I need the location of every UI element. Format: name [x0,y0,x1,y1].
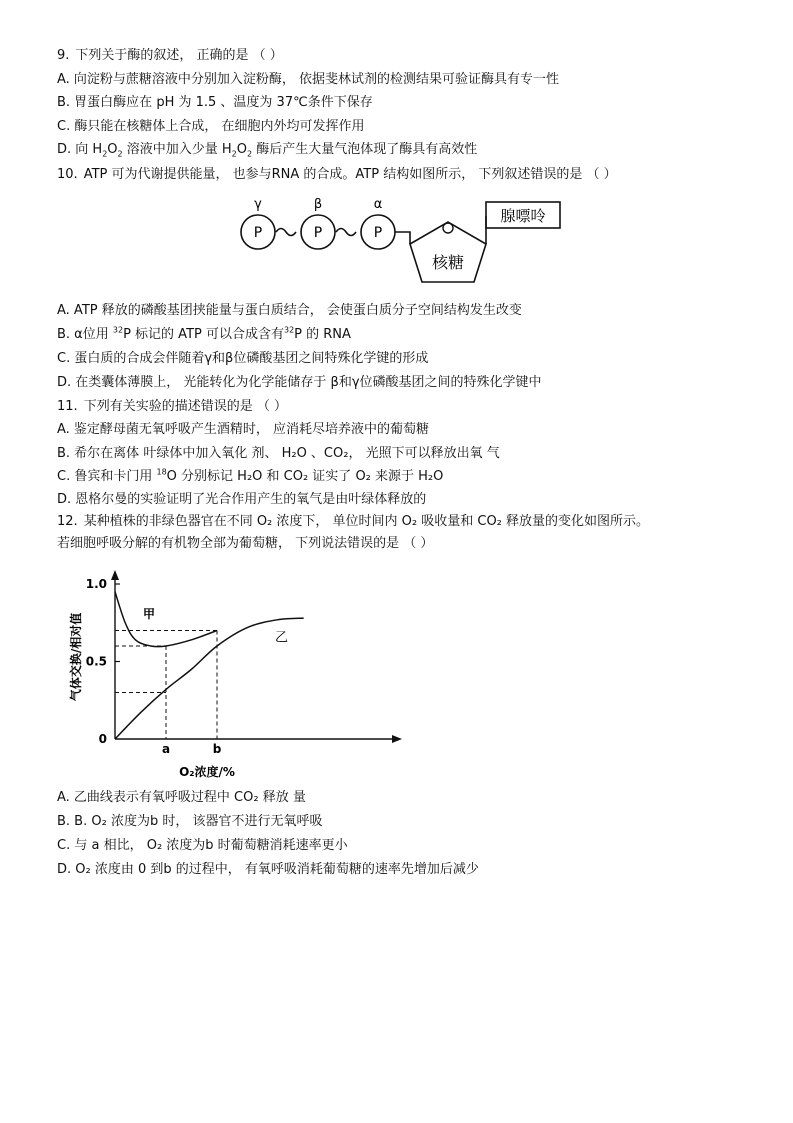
text: C. 鲁宾和卡门用 [57,469,157,484]
q9-option-b[interactable]: B. 胃蛋白酶应在 pH 为 1.5 、温度为 37℃条件下保存 [57,95,373,110]
x-tick-label-a: a [161,742,171,756]
ring-oxygen [443,223,453,233]
q12-stem-line1 [57,513,649,531]
text: D. 向 H [57,142,103,157]
atp-structure-diagram [230,192,570,296]
series-line-jia [115,592,217,647]
q11-number: 11. [57,399,78,414]
q11-option-c[interactable] [57,468,443,486]
q12-option-d[interactable]: D. O₂ 浓度由 0 到b 的过程中， 有氧呼吸消耗葡萄糖的速率先增加后减少 [57,862,479,877]
high-energy-bond-1 [276,229,296,236]
text: 溶液中加入少量 H [122,142,232,157]
sub: 2 [102,149,108,159]
gamma-label: γ [254,197,262,212]
chart-axes [111,570,402,743]
q9-stem-text: 下列关于酶的叙述， 正确的是 （ ） [75,48,283,63]
q10-option-a[interactable]: A. ATP 释放的磷酸基团挟能量与蛋白质结合， 会使蛋白质分子空间结构发生改变 [57,303,522,318]
y-tick-label: 1.0 [85,577,107,591]
text: P 的 RNA [294,327,351,342]
phosphate-alpha-label: P [373,225,383,241]
q11-stem [57,398,287,416]
y-axis-arrow [111,570,119,580]
text: P 标记的 ATP 可以合成含有 [123,327,284,342]
q12-stem-text: 某种植株的非绿色器官在不同 O₂ 浓度下， 单位时间内 O₂ 吸收量和 CO₂ 释放量的变化如图所示。 [83,514,650,529]
sub: 2 [231,149,237,159]
q10-number: 10. [57,167,78,182]
sub: 2 [246,149,253,159]
y-tick-label: 0 [98,732,107,746]
beta-label: β [313,197,323,212]
q12-option-b[interactable]: B. B. O₂ 浓度为b 时， 该器官不进行无氧呼吸 [57,814,323,829]
q12-option-c[interactable]: C. 与 a 相比， O₂ 浓度为b 时葡萄糖消耗速率更小 [57,838,348,853]
y-axis-title: 气体交换/相对值 [69,612,83,702]
q12-stem-line2: 若细胞呼吸分解的有机物全部为葡萄糖， 下列说法错误的是 （ ） [57,536,434,551]
phosphate-beta-label: P [313,225,323,241]
high-energy-bond-2 [336,229,356,236]
q11-option-a[interactable]: A. 鉴定酵母菌无氧呼吸产生酒精时， 应消耗尽培养液中的葡萄糖 [57,422,430,437]
x-axis-title: O₂浓度/% [179,765,235,779]
sup: 32 [112,325,124,335]
q11-option-d[interactable]: D. 恩格尔曼的实验证明了光合作用产生的氧气是由叶绿体释放的 [57,492,427,507]
phosphate-gamma-label: P [253,225,263,241]
q12-option-a[interactable]: A. 乙曲线表示有氧呼吸过程中 CO₂ 释放 量 [57,790,306,805]
text: O 分别标记 H₂O 和 CO₂ 证实了 O₂ 来源于 H₂O [166,469,444,484]
adenine-label: 腺嘌呤 [500,207,546,225]
q9-option-a[interactable]: A. 向淀粉与蔗糖溶液中分别加入淀粉酶， 依据斐林试剂的检测结果可验证酶具有专一性 [57,72,560,87]
q9-option-d[interactable] [57,141,477,159]
alpha-label: α [373,197,383,212]
series-label-jia: 甲 [143,607,156,622]
q11-option-b[interactable]: B. 希尔在离体 叶绿体中加入氧化 剂、 H₂O 、CO₂， 光照下可以释放出氧 气 [57,446,500,461]
q10-stem [57,166,617,184]
sup: 18 [156,467,167,477]
sup: 32 [283,325,295,335]
q11-stem-text: 下列有关实验的描述错误的是 （ ） [83,399,287,414]
text: O [236,142,247,157]
q10-option-b[interactable] [57,326,351,344]
ribose-label: 核糖 [431,253,465,272]
q9-number: 9. [57,48,70,63]
x-tick-label-b: b [212,742,222,756]
text: 酶后产生大量气泡体现了酶具有高效性 [252,142,478,157]
ester-bond [395,232,410,244]
y-tick-label: 0.5 [85,654,107,669]
q9-option-c[interactable]: C. 酶只能在核糖体上合成， 在细胞内外均可发挥作用 [57,119,365,134]
series-label-yi: 乙 [275,630,289,646]
q10-stem-text: ATP 可为代谢提供能量， 也参与RNA 的合成。ATP 结构如图所示， 下列叙述错误的是 （ ） [83,167,617,182]
x-axis-arrow [392,735,402,743]
chart-labels [68,577,288,779]
q9-stem [57,47,283,65]
gas-exchange-chart [60,562,410,788]
text: O [107,142,118,157]
q10-option-d[interactable]: D. 在类囊体薄膜上， 光能转化为化学能储存于 β和γ位磷酸基团之间的特殊化学键中 [57,375,542,390]
text: B. α位用 [57,327,113,342]
sub: 2 [117,149,123,159]
q12-number: 12. [57,514,78,529]
q10-option-c[interactable]: C. 蛋白质的合成会伴随着γ和β位磷酸基团之间特殊化学键的形成 [57,351,429,366]
